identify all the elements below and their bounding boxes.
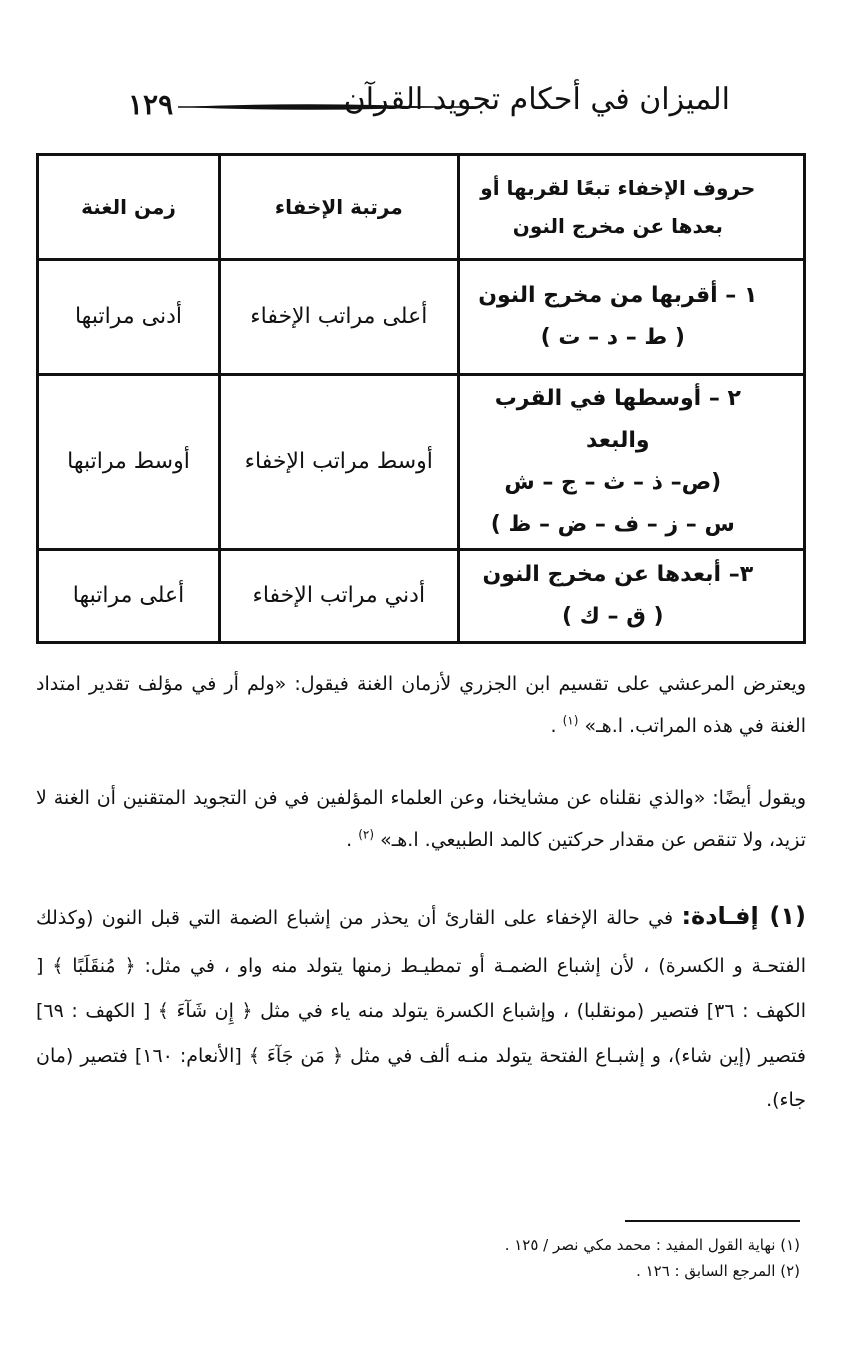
paragraph-text: ويعترض المرعشي على تقسيم ابن الجزري لأزمان الغنة فيقول: «ولم أر في مؤلف تقدير امتداد الغنة في هذه المراتب. ا.هـ»: [36, 673, 806, 737]
paragraph-quote: [36, 778, 806, 862]
paragraph-text: في حالة الإخفاء على القارئ أن يحذر من إشباع الضمة التي قبل النون (وكذلك الفتحـة و الكسرة) ، لأن إشباع الضمـة أو تمطيـط زمنها يتولد منه واو ، في مثل: ﴿ مُنقَلَبًا ﴾ [ الكهف : ٣٦] فتصير (مونقلبا) ، وإشباع الكسرة يتولد منه ياء في مثل ﴿ إِن شَآءَ ﴾ [ الكهف : ٦٩] فتصير (إين شاء)، و إشبـاع الفتحة يتولد منـه ألف في مثل ﴿ مَن جَآءَ ﴾ [الأنعام: ١٦٠] فتصير (مان جاء).: [36, 907, 806, 1112]
footnote-ref[interactable]: (٢): [358, 827, 375, 842]
row-ghunna: أعلى مراتبها: [38, 550, 220, 643]
row-ghunna: أوسط مراتبها: [38, 375, 220, 550]
category-title: ٣– أبعدها عن مخرج النون: [482, 562, 754, 588]
page-header: [120, 78, 730, 126]
row-ghunna: أدنى مراتبها: [38, 260, 220, 375]
category-letters: س – ز – ف – ض – ظ ): [490, 511, 735, 537]
row-rank: أدني مراتب الإخفاء: [219, 550, 458, 643]
paragraph-end: .: [550, 714, 557, 737]
footnotes: [300, 1232, 800, 1285]
row-category: [458, 375, 804, 550]
header-ghunna: زمن الغنة: [38, 155, 220, 260]
note-label: (١) إفـادة:: [681, 902, 806, 930]
category-letters: (ص– ذ – ث – ج – ش: [504, 470, 722, 495]
table-row: [38, 550, 805, 643]
footnote-item: (٢) المرجع السابق : ١٢٦ .: [636, 1262, 800, 1281]
header-letters: حروف الإخفاء تبعًا لقربها أو بعدها عن مخرج النون: [458, 155, 804, 260]
row-category: [458, 260, 804, 375]
table-row: [38, 260, 805, 375]
paragraph-text: ويقول أيضًا: «والذي نقلناه عن مشايخنا، وعن العلماء المؤلفين في فن التجويد المتقنين أن الغنة لا تزيد، ولا تنقص عن مقدار حركتين كالمد الطبيعي. ا.هـ»: [36, 787, 806, 851]
page-number: ١٢٩: [128, 88, 174, 121]
footnote-ref[interactable]: (١): [562, 713, 579, 728]
row-rank: أعلى مراتب الإخفاء: [219, 260, 458, 375]
category-letters: ( ط – د – ت ): [540, 325, 685, 350]
row-rank: أوسط مراتب الإخفاء: [219, 375, 458, 550]
category-letters: ( ق – ك ): [562, 604, 664, 629]
table-row: [38, 375, 805, 550]
table-header-row: [38, 155, 805, 260]
header-rank: مرتبة الإخفاء: [219, 155, 458, 260]
paragraph-end: .: [346, 828, 353, 851]
footnote-item: (١) نهاية القول المفيد : محمد مكي نصر / ١٢٥ .: [504, 1236, 800, 1254]
row-category: [458, 550, 804, 643]
category-title: ٢ – أوسطها في القرب والبعد: [494, 386, 741, 454]
paragraph-objection: [36, 664, 806, 748]
ikhfa-table: [36, 153, 806, 644]
category-title: ١ – أقربها من مخرج النون: [478, 283, 758, 309]
running-title: الميزان في أحكام تجويد القرآن: [343, 82, 730, 117]
footnote-divider: [625, 1220, 800, 1222]
paragraph-note: [36, 888, 806, 1123]
